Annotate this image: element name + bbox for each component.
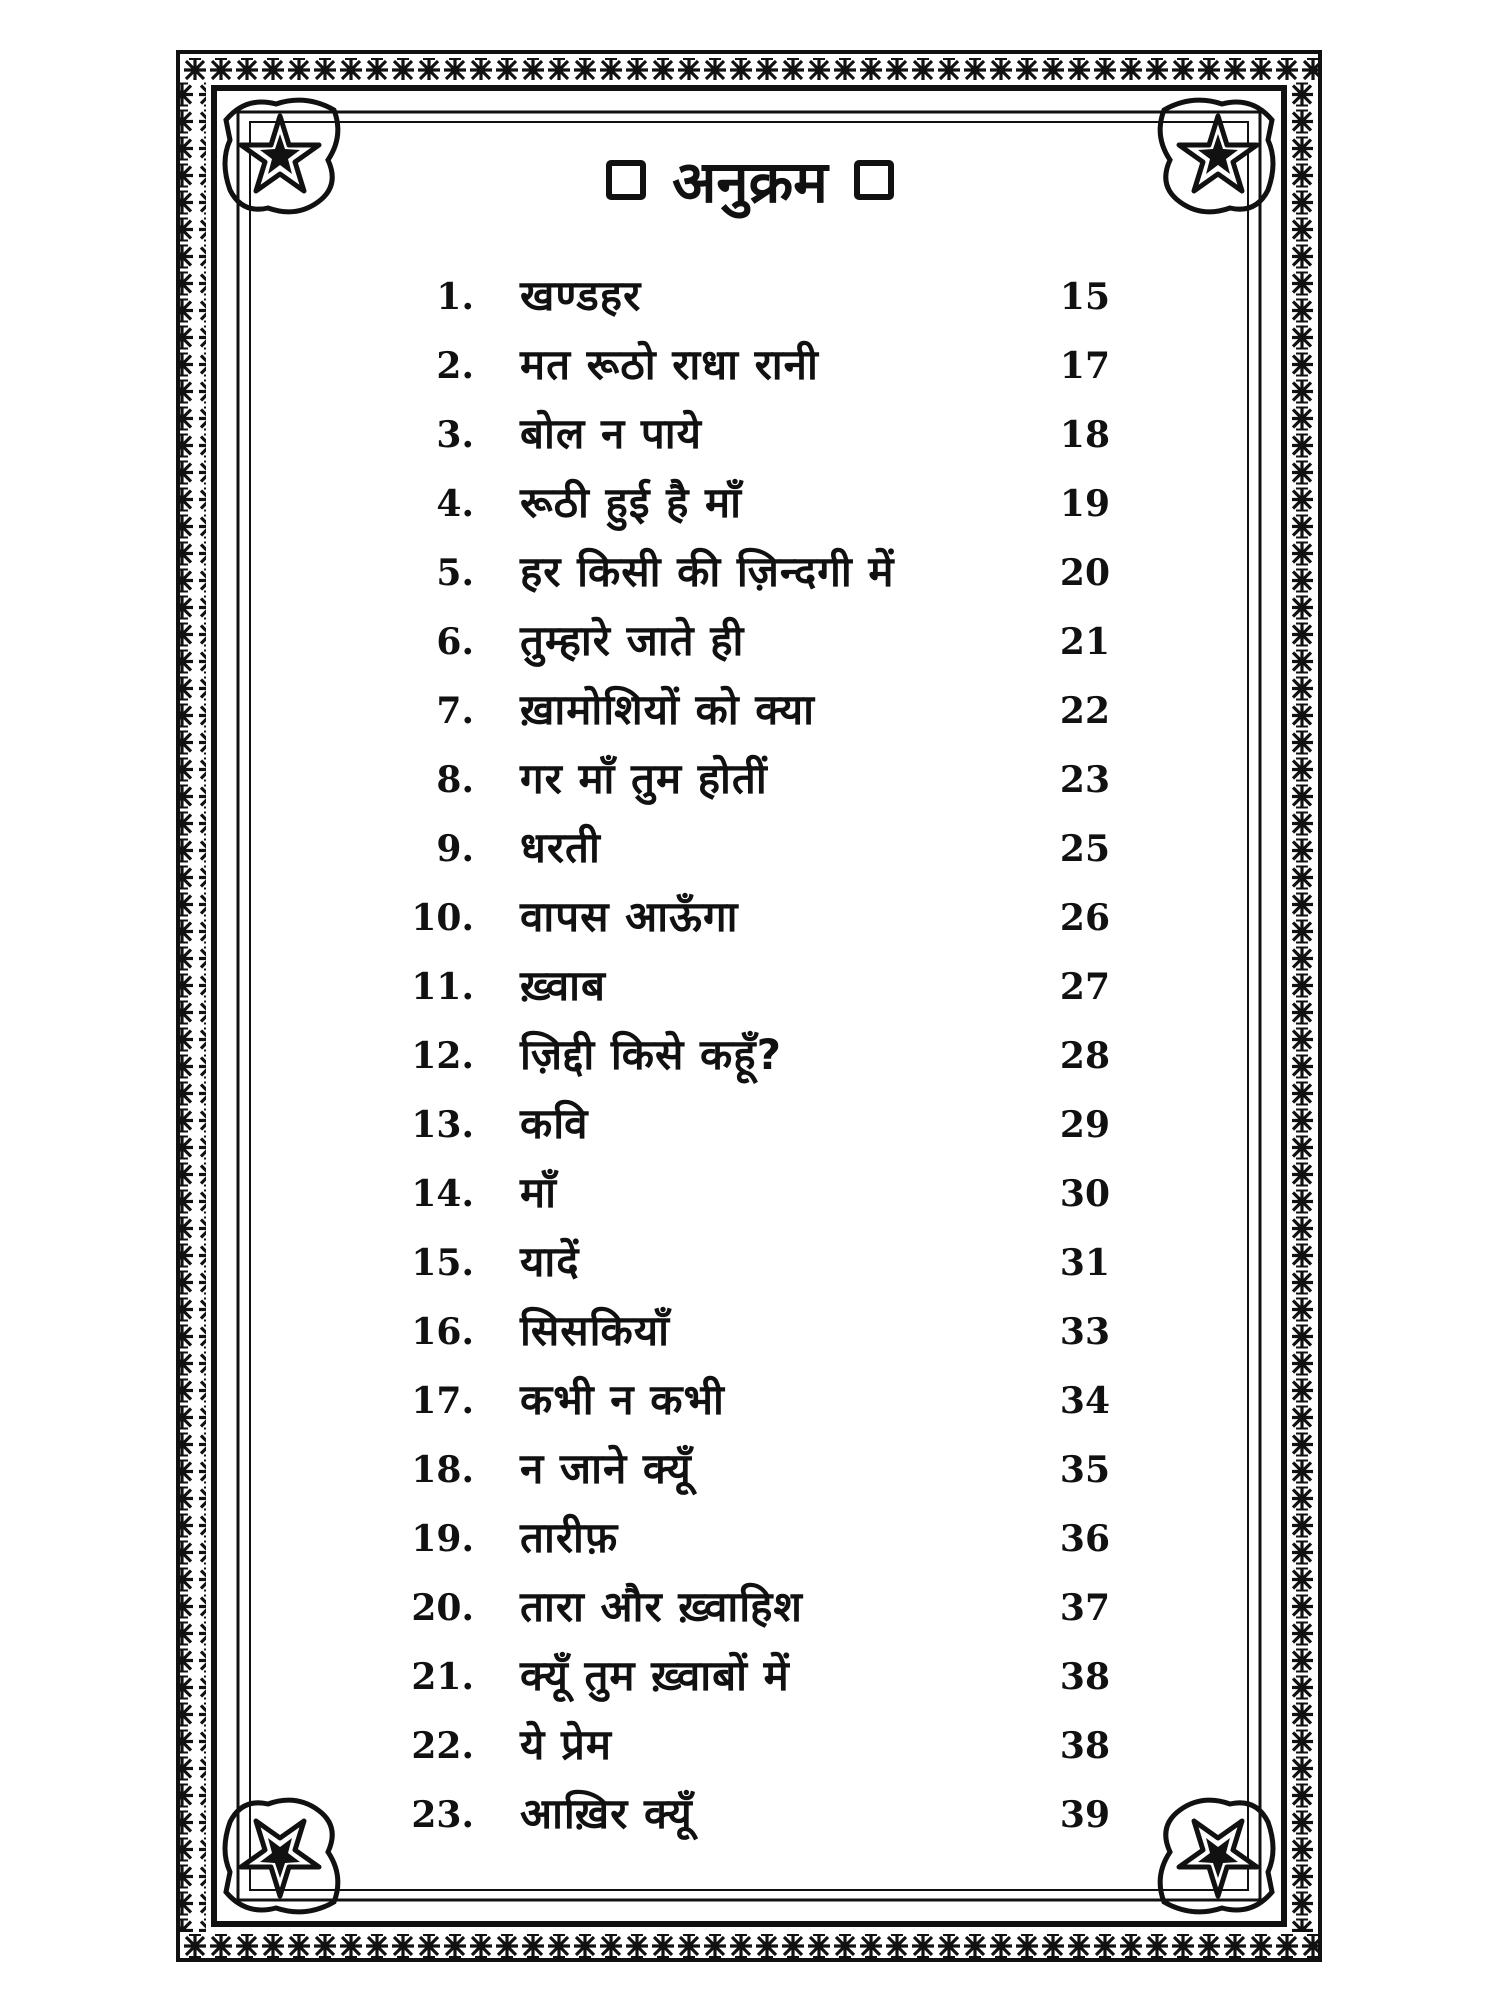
square-bullet-icon [854,160,894,200]
entry-page-number: 37 [1059,1587,1110,1629]
entry-number: 4. [436,483,474,525]
entry-number: 6. [436,621,474,663]
toc-entry [0,1297,1500,1366]
entry-number: 20. [411,1587,474,1629]
toc-entry [0,814,1500,883]
entry-page-number: 25 [1059,828,1110,870]
entry-number: 21. [411,1656,474,1698]
entry-page-number: 28 [1059,1035,1110,1077]
toc-entry [0,676,1500,745]
entry-number: 12. [411,1035,474,1077]
toc-entry [0,1021,1500,1090]
entry-title: हर किसी की ज़िन्दगी में [520,547,895,596]
entry-title: आख़िर क्यूँ [520,1789,693,1838]
entry-number: 5. [436,552,474,594]
heading-text: अनुक्रम [672,148,828,216]
entry-number: 10. [411,897,474,939]
entry-page-number: 34 [1059,1380,1110,1422]
entry-page-number: 26 [1059,897,1110,939]
entry-number: 1. [436,276,474,318]
entry-title: सिसकियाँ [520,1306,671,1355]
toc-entry [0,469,1500,538]
entry-page-number: 20 [1059,552,1110,594]
entry-title: तुम्हारे जाते ही [520,616,745,665]
entry-page-number: 27 [1059,966,1110,1008]
toc-entry [0,1435,1500,1504]
toc-entry [0,400,1500,469]
toc-entry [0,883,1500,952]
entry-page-number: 38 [1059,1725,1110,1767]
entry-title: माँ [520,1168,557,1217]
entry-page-number: 35 [1059,1449,1110,1491]
entry-number: 8. [436,759,474,801]
entry-title: मत रूठो राधा रानी [520,340,819,389]
toc-entry [0,1573,1500,1642]
entry-title: तारा और ख़्वाहिश [520,1582,803,1631]
entry-title: कभी न कभी [520,1375,725,1424]
toc-entry [0,262,1500,331]
entry-title: ख़्वाब [520,961,606,1010]
entry-title: धरती [520,823,601,872]
entry-page-number: 18 [1059,414,1110,456]
entry-page-number: 30 [1059,1173,1110,1215]
entry-title: बोल न पाये [520,409,702,458]
entry-number: 14. [411,1173,474,1215]
entry-number: 16. [411,1311,474,1353]
entry-title: ये प्रेम [520,1720,612,1769]
entry-number: 19. [411,1518,474,1560]
entry-number: 23. [411,1794,474,1836]
toc-entry [0,1159,1500,1228]
entry-number: 9. [436,828,474,870]
toc-entry [0,1366,1500,1435]
entry-title: रूठी हुई है माँ [520,478,743,527]
entry-page-number: 21 [1059,621,1110,663]
entry-page-number: 31 [1059,1242,1110,1284]
entry-number: 3. [436,414,474,456]
toc-entry [0,331,1500,400]
entry-title: खण्डहर [520,271,642,320]
entry-page-number: 36 [1059,1518,1110,1560]
entry-title: न जाने क्यूँ [520,1444,692,1493]
entry-number: 2. [436,345,474,387]
entry-page-number: 33 [1059,1311,1110,1353]
toc-entry [0,952,1500,1021]
toc-entry [0,1780,1500,1849]
toc-entry [0,538,1500,607]
entry-page-number: 17 [1059,345,1110,387]
entry-title: तारीफ़ [520,1513,619,1562]
toc-entry [0,1711,1500,1780]
entry-title: क्यूँ तुम ख़्वाबों में [520,1651,790,1700]
toc-entry [0,607,1500,676]
entry-page-number: 39 [1059,1794,1110,1836]
entry-page-number: 29 [1059,1104,1110,1146]
toc-entry [0,1090,1500,1159]
entry-number: 11. [411,966,474,1008]
entry-number: 22. [411,1725,474,1767]
toc-entry [0,1228,1500,1297]
entry-page-number: 19 [1059,483,1110,525]
entry-page-number: 22 [1059,690,1110,732]
entry-number: 7. [436,690,474,732]
entry-title: गर माँ तुम होतीं [520,754,768,803]
toc-entry [0,745,1500,814]
page-title [0,140,1500,219]
entry-title: यादें [520,1237,580,1286]
entry-page-number: 38 [1059,1656,1110,1698]
toc-entry [0,1504,1500,1573]
toc-entry [0,1642,1500,1711]
entry-title: ख़ामोशियों को क्या [520,685,815,734]
square-bullet-icon [606,160,646,200]
entry-page-number: 23 [1059,759,1110,801]
entry-page-number: 15 [1059,276,1110,318]
entry-title: कवि [520,1099,589,1148]
entry-title: वापस आऊँगा [520,892,739,941]
entry-number: 17. [411,1380,474,1422]
entry-number: 15. [411,1242,474,1284]
table-of-contents [0,262,1500,1849]
entry-number: 13. [411,1104,474,1146]
entry-title: ज़िद्दी किसे कहूँ? [520,1030,782,1079]
entry-number: 18. [411,1449,474,1491]
